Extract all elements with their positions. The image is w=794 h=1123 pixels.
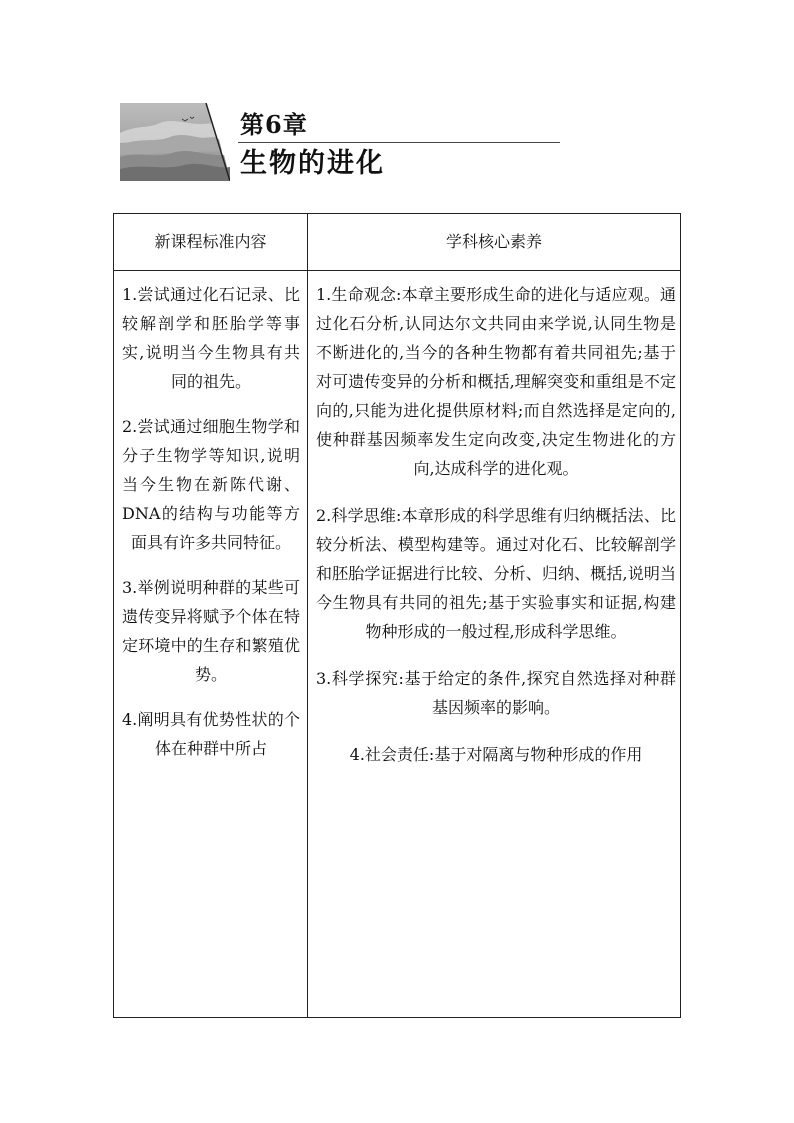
standard-item: 3.举例说明种群的某些可遗传变异将赋予个体在特定环境中的生存和繁殖优势。 bbox=[122, 578, 300, 684]
chapter-banner-image bbox=[120, 103, 230, 181]
literacy-item: 1.生命观念:本章主要形成生命的进化与适应观。通过化石分析,认同达尔文共同由来学说,认同生物是不断进化的,当今的各种生物都有着共同祖先;基于对可遗传变异的分析和概括,理解突变和重组是不定向的,只能为进化提供原材料;而自然选择是定向的,使种群基因频率发生定向改变,决定生物进化的方向,达成科学的进化观。 bbox=[316, 285, 676, 478]
standard-item: 4.阐明具有优势性状的个体在种群中所占 bbox=[122, 710, 300, 758]
core-literacy-column bbox=[316, 280, 676, 787]
header-standards: 新课程标准内容 bbox=[154, 232, 267, 251]
literacy-item: 2.科学思维:本章形成的科学思维有归纳概括法、比较分析法、模型构建等。通过对化石、比较解剖学和胚胎学证据进行比较、分析、归纳、概括,说明当今生物具有共同的祖先;基于实验事实和证据,构建物种形成的一般过程,形成科学思维。 bbox=[316, 506, 676, 641]
header-core-literacy: 学科核心素养 bbox=[445, 232, 542, 251]
standards-table bbox=[113, 213, 681, 1018]
literacy-item: 3.科学探究:基于给定的条件,探究自然选择对种群基因频率的影响。 bbox=[316, 669, 676, 717]
chapter-title: 生物的进化 bbox=[240, 148, 385, 179]
header-divider bbox=[114, 270, 680, 271]
column-divider bbox=[307, 214, 308, 1017]
literacy-item: 4.社会责任:基于对隔离与物种形成的作用 bbox=[349, 745, 643, 764]
chapter-divider bbox=[238, 142, 560, 143]
standard-item: 1.尝试通过化石记录、比较解剖学和胚胎学等事实,说明当今生物具有共同的祖先。 bbox=[122, 285, 300, 391]
standards-column bbox=[122, 280, 300, 779]
chapter-number: 第6章 bbox=[240, 110, 308, 139]
standard-item: 2.尝试通过细胞生物学和分子生物学等知识,说明当今生物在新陈代谢、DNA的结构与功能等方面具有许多共同特征。 bbox=[122, 417, 300, 552]
